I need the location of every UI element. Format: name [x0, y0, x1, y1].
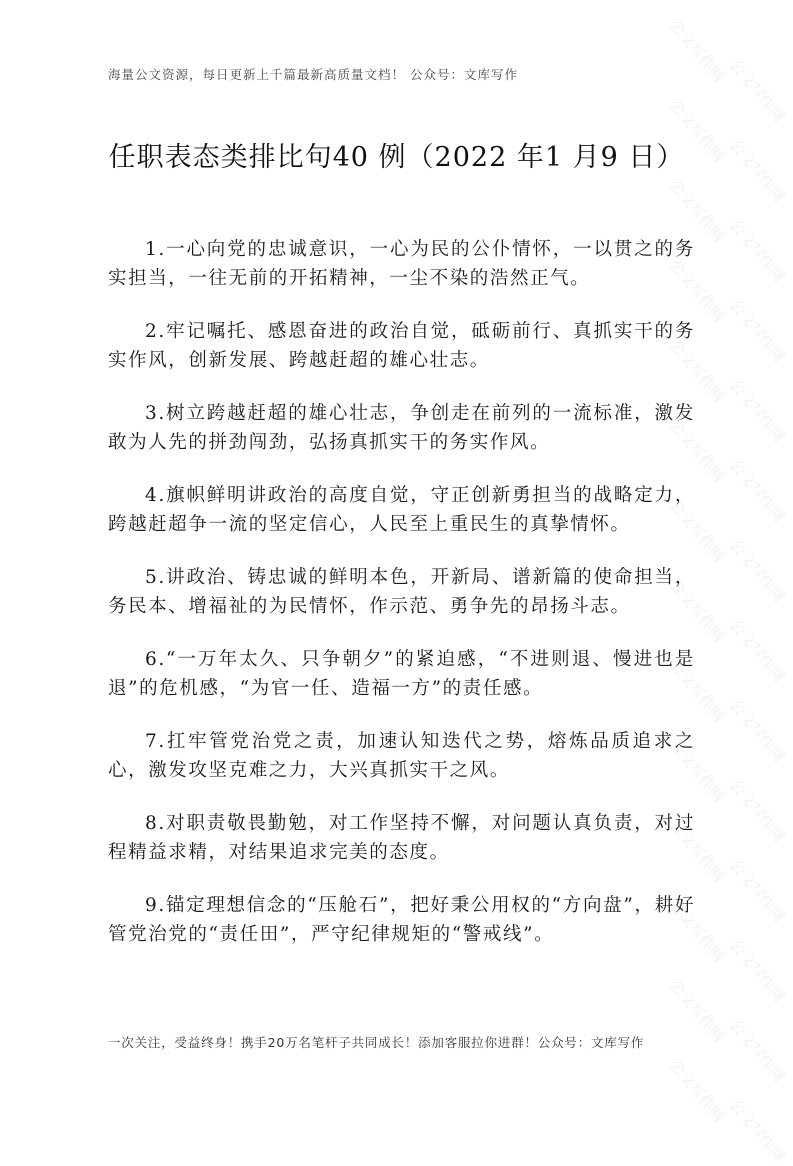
watermark-mark: 公文写作网 [726, 376, 789, 446]
watermark-mark: 公文写作网 [666, 1056, 729, 1126]
document-title: 任职表态类排比句40 例（2022 年1 月9 日） [108, 142, 685, 173]
watermark-mark: 公文写作网 [666, 96, 729, 166]
watermark-mark: 公文写作网 [726, 136, 789, 206]
watermark-mark: 公文写作网 [666, 176, 729, 246]
watermark-mark: 公文写作网 [726, 776, 789, 846]
paragraph-3: 3.树立跨越赶超的雄心壮志，争创走在前列的一流标准，激发敢为人先的拼劲闯劲，弘扬真抓实干的务实作风。 [108, 403, 695, 453]
watermark-mark: 公文写作网 [726, 296, 789, 366]
watermark-mark: 公文写作网 [726, 1096, 789, 1166]
paragraph-9: 9.锚定理想信念的“压舱石”，把好秉公用权的“方向盘”，耕好管党治党的“责任田”，严守纪律规矩的“警戒线”。 [108, 895, 695, 945]
watermark-mark: 公文写作网 [726, 536, 789, 606]
watermark-mark: 公文写作网 [666, 576, 729, 646]
watermark-mark: 公文写作网 [726, 936, 789, 1006]
paragraph-2: 2.牢记嘱托、感恩奋进的政治自觉，砥砺前行、真抓实干的务实作风，创新发展、跨越赶超的雄心壮志。 [108, 321, 695, 371]
watermark-mark: 公文写作网 [726, 456, 789, 526]
watermark-mark: 公文写作网 [666, 976, 729, 1046]
watermark-mark: 公文写作网 [666, 16, 729, 86]
watermark-mark: 公文写作网 [666, 256, 729, 326]
watermark-mark: 公文写作网 [726, 56, 789, 126]
watermark-mark: 公文写作网 [726, 856, 789, 926]
paragraph-5: 5.讲政治、铸忠诚的鲜明本色，开新局、谱新篇的使命担当，务民本、增福祉的为民情怀，作示范、勇争先的昂扬斗志。 [108, 567, 695, 617]
watermark-mark: 公文写作网 [726, 696, 789, 766]
watermark-mark: 公文写作网 [666, 496, 729, 566]
paragraph-4: 4.旗帜鲜明讲政治的高度自觉，守正创新勇担当的战略定力，跨越赶超争一流的坚定信心，人民至上重民生的真挚情怀。 [108, 485, 695, 535]
watermark-mark: 公文写作网 [666, 896, 729, 966]
paragraph-8: 8.对职责敬畏勤勉，对工作坚持不懈，对问题认真负责，对过程精益求精，对结果追求完美的态度。 [108, 813, 695, 863]
watermark-mark: 公文写作网 [666, 416, 729, 486]
watermark-mark: 公文写作网 [726, 616, 789, 686]
watermark-mark: 公文写作网 [666, 736, 729, 806]
watermark-mark: 公文写作网 [666, 656, 729, 726]
watermark-mark: 公文写作网 [666, 816, 729, 886]
document-body [108, 236, 695, 974]
paragraph-7: 7.扛牢管党治党之责，加速认知迭代之势，熔炼品质追求之心，激发攻坚克难之力，大兴真抓实干之风。 [108, 731, 695, 781]
watermark-mark: 公文写作网 [726, 216, 789, 286]
watermark-mark: 公文写作网 [726, 1016, 789, 1086]
page-footer: 一次关注，受益终身！携手20万名笔杆子共同成长！添加客服拉你进群！公众号：文库写作 [108, 1035, 645, 1050]
page-header: 海量公文资源，每日更新上千篇最新高质量文档！ 公众号：文库写作 [108, 67, 518, 82]
watermark-mark: 公文写作网 [666, 336, 729, 406]
paragraph-6: 6.“一万年太久、只争朝夕”的紧迫感，“不进则退、慢进也是退”的危机感，“为官一任、造福一方”的责任感。 [108, 649, 695, 699]
paragraph-1: 1.一心向党的忠诚意识，一心为民的公仆情怀，一以贯之的务实担当，一往无前的开拓精神，一尘不染的浩然正气。 [108, 239, 695, 289]
